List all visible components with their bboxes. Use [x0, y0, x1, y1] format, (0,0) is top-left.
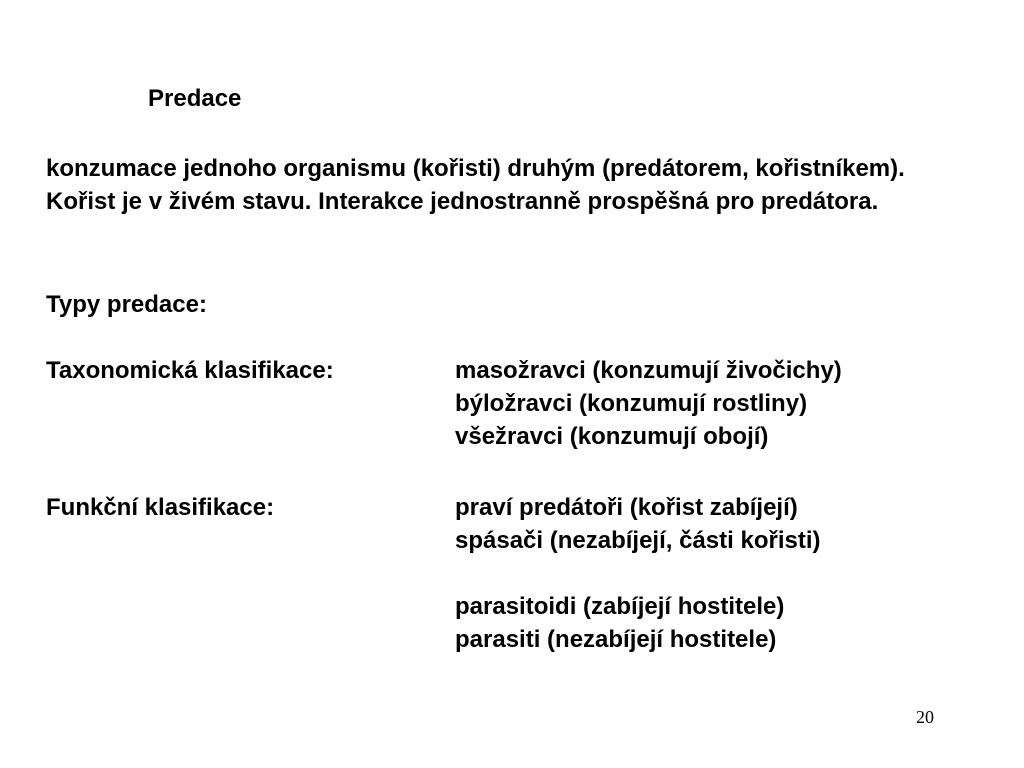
taxonomic-classification-label: Taxonomická klasifikace: [46, 357, 334, 384]
list-item: parasitoidi (zabíjejí hostitele) [455, 593, 785, 620]
intro-paragraph: konzumace jednoho organismu (kořisti) druhým (predátorem, kořistníkem). Kořist je v živém stavu. Interakce jednostranně prospěšná pro predátora. [46, 155, 905, 215]
list-item: spásači (nezabíjejí, části kořisti) [455, 527, 821, 554]
list-item: masožravci (konzumují živočichy) [455, 357, 842, 384]
list-item: parasiti (nezabíjejí hostitele) [455, 626, 777, 653]
slide-title: Predace [148, 85, 242, 112]
taxonomic-classification-list [455, 354, 842, 453]
list-item: býložravci (konzumují rostliny) [455, 390, 808, 417]
page-number: 20 [916, 707, 934, 727]
list-item: praví predátoři (kořist zabíjejí) [455, 494, 798, 521]
types-heading: Typy predace: [46, 291, 207, 318]
list-item: všežravci (konzumují obojí) [455, 423, 769, 450]
functional-classification-list [455, 491, 820, 656]
functional-classification-label: Funkční klasifikace: [46, 494, 275, 521]
